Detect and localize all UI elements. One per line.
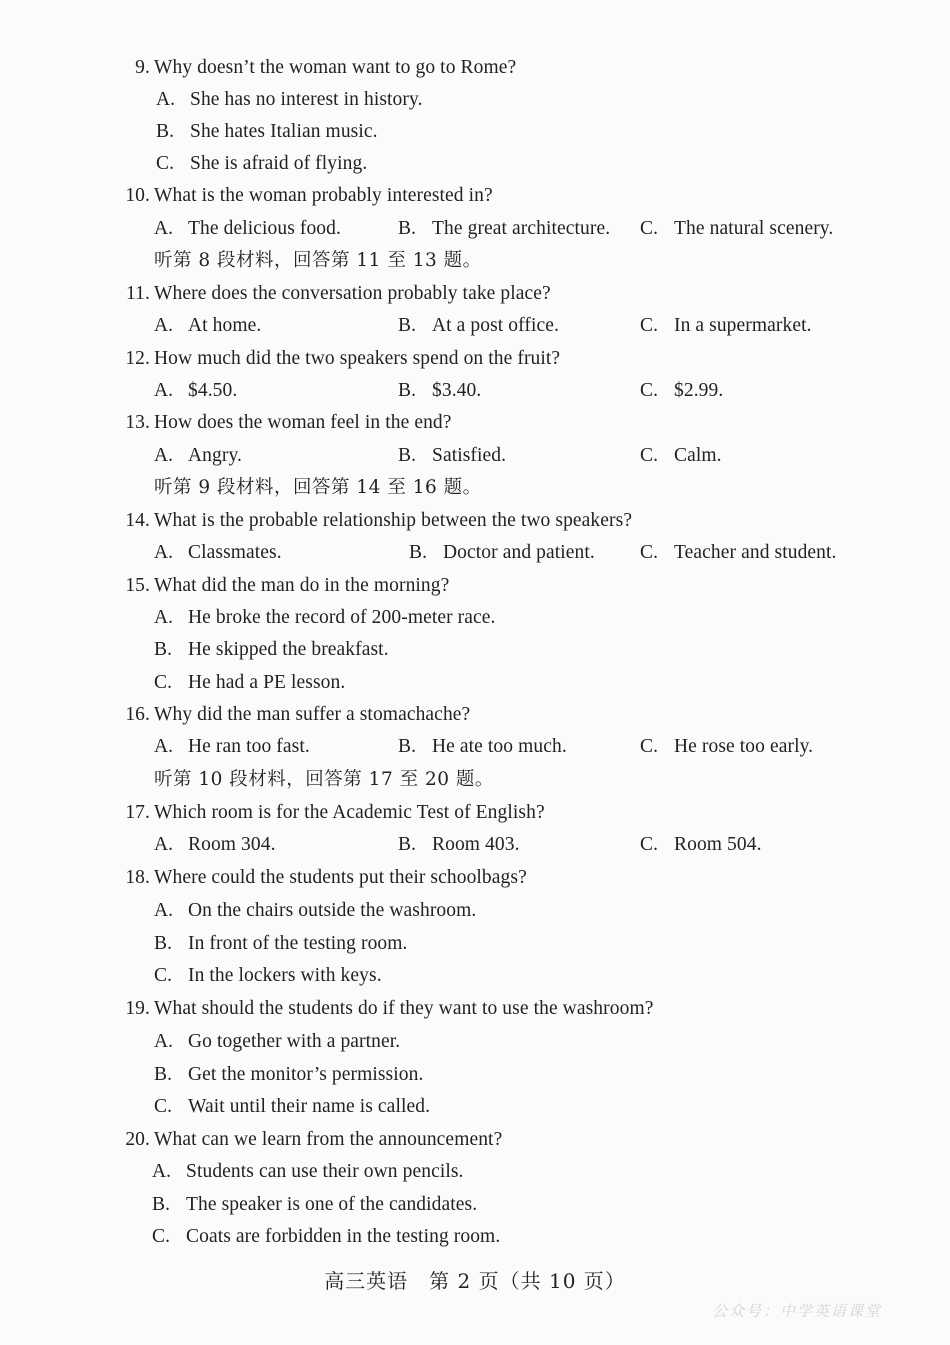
option-text: Coats are forbidden in the testing room.	[186, 1226, 501, 1247]
option-text: Get the monitor’s permission.	[188, 1064, 424, 1085]
option-14a	[154, 541, 282, 565]
question-15	[110, 574, 449, 598]
option-letter: A.	[154, 218, 174, 239]
option-text: Calm.	[674, 445, 722, 466]
question-text: What did the man do in the morning?	[154, 575, 450, 596]
option-text: On the chairs outside the washroom.	[188, 900, 477, 921]
option-text: Satisfied.	[432, 445, 507, 466]
option-text: In front of the testing room.	[188, 933, 408, 954]
option-text: The great architecture.	[432, 218, 611, 239]
option-letter: A.	[154, 736, 174, 757]
question-number: 15.	[125, 575, 150, 596]
option-text: Angry.	[188, 445, 243, 466]
option-text: $4.50.	[188, 380, 238, 401]
page-footer: 高三英语 第 2 页（共 10 页）	[324, 1269, 626, 1293]
option-10b	[398, 217, 610, 241]
option-15a	[154, 606, 496, 630]
option-letter: A.	[154, 900, 174, 921]
option-text: Go together with a partner.	[188, 1031, 401, 1052]
question-text: Why doesn’t the woman want to go to Rome?	[154, 57, 517, 78]
option-text: She is afraid of flying.	[190, 153, 368, 174]
option-13a	[154, 444, 242, 468]
question-20	[110, 1128, 502, 1152]
question-19	[110, 997, 653, 1021]
question-12	[110, 347, 560, 371]
option-10a	[154, 217, 341, 241]
question-11	[110, 282, 551, 306]
option-text: At home.	[188, 315, 262, 336]
option-14c	[640, 541, 837, 565]
option-letter: A.	[152, 1161, 172, 1182]
option-text: $3.40.	[432, 380, 482, 401]
option-15b	[154, 638, 389, 662]
option-text: $2.99.	[674, 380, 724, 401]
option-letter: C.	[640, 542, 659, 563]
question-text: How does the woman feel in the end?	[154, 412, 452, 433]
question-10	[110, 184, 493, 208]
option-letter: B.	[398, 218, 417, 239]
question-13	[110, 411, 452, 435]
option-letter: B.	[398, 315, 417, 336]
option-text: At a post office.	[432, 315, 559, 336]
option-text: Room 304.	[188, 834, 276, 855]
option-letter: B.	[409, 542, 428, 563]
option-text: Room 504.	[674, 834, 762, 855]
option-text: He skipped the breakfast.	[188, 639, 389, 660]
option-text: The natural scenery.	[674, 218, 834, 239]
question-number: 17.	[125, 802, 150, 823]
option-letter: A.	[154, 1031, 174, 1052]
option-letter: B.	[154, 1064, 173, 1085]
option-20b	[152, 1193, 477, 1217]
option-letter: C.	[154, 672, 173, 693]
option-letter: A.	[156, 89, 176, 110]
option-letter: B.	[156, 121, 175, 142]
option-letter: A.	[154, 445, 174, 466]
option-14b	[409, 541, 595, 565]
option-13b	[398, 444, 506, 468]
option-letter: A.	[154, 542, 174, 563]
section-instruction-9: 听第 9 段材料，回答第 14 至 16 题。	[154, 477, 482, 498]
option-16b	[398, 735, 567, 759]
option-letter: C.	[154, 965, 173, 986]
option-letter: C.	[156, 153, 175, 174]
question-text: Where does the conversation probably take place?	[154, 283, 551, 304]
option-letter: C.	[640, 380, 659, 401]
question-number: 12.	[125, 348, 150, 369]
option-18b	[154, 932, 408, 956]
option-text: He rose too early.	[674, 736, 814, 757]
option-20a	[152, 1160, 464, 1184]
question-17	[110, 801, 545, 825]
option-letter: C.	[640, 736, 659, 757]
question-number: 10.	[125, 185, 150, 206]
option-text: Wait until their name is called.	[188, 1096, 431, 1117]
option-letter: A.	[154, 607, 174, 628]
option-text: Doctor and patient.	[443, 542, 595, 563]
option-text: Room 403.	[432, 834, 520, 855]
option-letter: B.	[152, 1194, 171, 1215]
option-19c	[154, 1095, 430, 1119]
option-12a	[154, 379, 237, 403]
question-text: Which room is for the Academic Test of English?	[154, 802, 545, 823]
option-19b	[154, 1063, 423, 1087]
question-number: 20.	[125, 1129, 150, 1150]
option-letter: B.	[398, 736, 417, 757]
option-10c	[640, 217, 833, 241]
option-text: Students can use their own pencils.	[186, 1161, 464, 1182]
question-text: How much did the two speakers spend on the fruit?	[154, 348, 561, 369]
option-text: She hates Italian music.	[190, 121, 378, 142]
option-19a	[154, 1030, 400, 1054]
option-text: He had a PE lesson.	[188, 672, 346, 693]
option-letter: C.	[640, 315, 659, 336]
option-letter: C.	[154, 1096, 173, 1117]
option-18c	[154, 964, 382, 988]
option-letter: A.	[154, 380, 174, 401]
option-16c	[640, 735, 813, 759]
option-text: She has no interest in history.	[190, 89, 423, 110]
option-letter: B.	[154, 933, 173, 954]
option-18a	[154, 899, 476, 923]
option-letter: C.	[152, 1226, 171, 1247]
question-text: What can we learn from the announcement?	[154, 1129, 503, 1150]
option-text: He ate too much.	[432, 736, 567, 757]
question-16	[110, 703, 470, 727]
watermark: 公众号：中学英语课堂	[712, 1302, 883, 1320]
option-15c	[154, 671, 345, 695]
section-instruction-10: 听第 10 段材料，回答第 17 至 20 题。	[154, 769, 494, 790]
question-number: 11.	[126, 283, 150, 304]
option-9c	[156, 152, 367, 176]
option-letter: A.	[154, 834, 174, 855]
option-16a	[154, 735, 310, 759]
question-14	[110, 509, 632, 533]
question-number: 14.	[125, 510, 150, 531]
option-9a	[156, 88, 423, 112]
option-text: He ran too fast.	[188, 736, 310, 757]
section-instruction-8: 听第 8 段材料，回答第 11 至 13 题。	[154, 250, 482, 271]
question-number: 9.	[135, 57, 150, 78]
option-text: The speaker is one of the candidates.	[186, 1194, 478, 1215]
question-text: Where could the students put their schoolbags?	[154, 867, 527, 888]
option-11b	[398, 314, 559, 338]
question-number: 16.	[125, 704, 150, 725]
option-text: In the lockers with keys.	[188, 965, 382, 986]
option-text: Teacher and student.	[674, 542, 837, 563]
option-12c	[640, 379, 723, 403]
question-text: What should the students do if they want to use the washroom?	[154, 998, 654, 1019]
option-letter: A.	[154, 315, 174, 336]
option-letter: B.	[398, 445, 417, 466]
option-17b	[398, 833, 520, 857]
option-text: Classmates.	[188, 542, 282, 563]
option-17a	[154, 833, 276, 857]
option-letter: B.	[398, 380, 417, 401]
option-text: The delicious food.	[188, 218, 341, 239]
question-18	[110, 866, 527, 890]
question-text: Why did the man suffer a stomachache?	[154, 704, 471, 725]
option-11c	[640, 314, 812, 338]
question-number: 13.	[125, 412, 150, 433]
option-11a	[154, 314, 261, 338]
option-letter: B.	[154, 639, 173, 660]
option-17c	[640, 833, 762, 857]
option-12b	[398, 379, 481, 403]
option-letter: C.	[640, 445, 659, 466]
question-text: What is the probable relationship between the two speakers?	[154, 510, 633, 531]
option-9b	[156, 120, 378, 144]
option-13c	[640, 444, 722, 468]
question-9	[110, 56, 516, 80]
question-number: 19.	[125, 998, 150, 1019]
option-letter: C.	[640, 834, 659, 855]
option-letter: C.	[640, 218, 659, 239]
option-letter: B.	[398, 834, 417, 855]
question-number: 18.	[125, 867, 150, 888]
question-text: What is the woman probably interested in?	[154, 185, 493, 206]
option-text: He broke the record of 200-meter race.	[188, 607, 496, 628]
option-20c	[152, 1225, 500, 1249]
option-text: In a supermarket.	[674, 315, 812, 336]
